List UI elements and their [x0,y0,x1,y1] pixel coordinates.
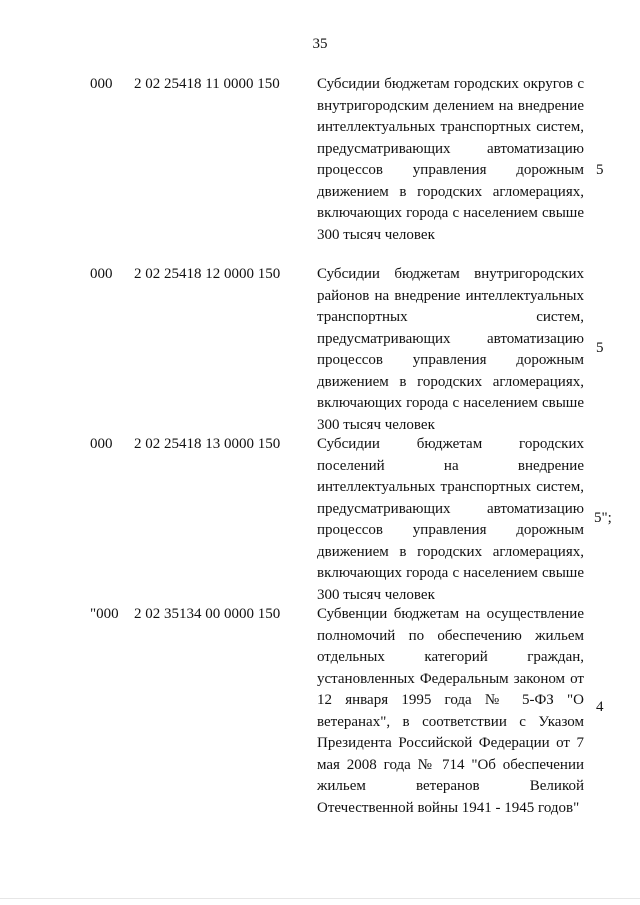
budget-classification-code: 2 02 25418 11 0000 150 [134,76,280,92]
row-value: 5"; [594,510,612,526]
row-value: 5 [596,340,604,356]
page-number: 35 [312,36,328,52]
code-prefix: 000 [90,266,113,282]
row-description: Субсидии бюджетам городских округов с внутригородским делением на внедрение интеллектуальных транспортных систем, предусматривающих автоматизацию процессов управления дорожным движением в городских агломерациях, включающих города с населением свыше 300 тысяч человек [317,76,584,243]
budget-classification-code: 2 02 35134 00 0000 150 [134,606,281,622]
budget-classification-code: 2 02 25418 13 0000 150 [134,436,281,452]
scan-edge-divider [0,898,640,905]
code-prefix: 000 [90,76,113,92]
row-value: 5 [596,162,604,178]
budget-classification-code: 2 02 25418 12 0000 150 [134,266,281,282]
row-value: 4 [596,699,604,715]
code-prefix: 000 [90,436,113,452]
row-description: Субвенции бюджетам на осуществление полномочий по обеспечению жильем отдельных категорий граждан, установленных Федеральным законом от 12 января 1995 года № 5-ФЗ "О ветеранах", в соответствии с Указом Президента Российской Федерации от 7 мая 2008 года № 714 "Об обеспечении жильем ветеранов Великой Отечественной войны 1941 - 1945 годов" [317,606,584,816]
code-prefix: "000 [90,606,119,622]
row-description: Субсидии бюджетам городских поселений на внедрение интеллектуальных транспортных систем, предусматривающих автоматизацию процессов управления дорожным движением в городских агломерациях, включающих города с населением свыше 300 тысяч человек [317,436,584,603]
row-description: Субсидии бюджетам внутригородских районов на внедрение интеллектуальных транспортных систем, предусматривающих автоматизацию процессов управления дорожным движением в городских агломерациях, включающих города с населением свыше 300 тысяч человек [317,266,584,433]
